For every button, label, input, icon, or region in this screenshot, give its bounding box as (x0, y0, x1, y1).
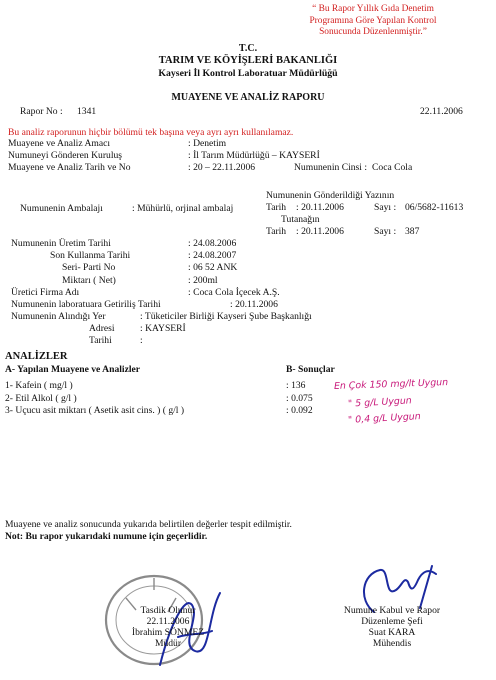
director-name: İbrahim SÖNMEZ (131, 627, 205, 639)
manufacturer-label: Üretici Firma Adı (11, 287, 80, 298)
quantity-value: : 200ml (188, 275, 218, 286)
sampling-date-label: Tarihi (89, 335, 112, 346)
program-note-line-2: Programına Göre Yapılan Kontrol (309, 15, 437, 26)
manufacturer-value: : Coca Cola İçecek A.Ş. (188, 287, 280, 298)
engineer-name: Suat KARA (368, 627, 416, 639)
engineer-title: Mühendis (372, 638, 412, 650)
approval-label: Tasdik Olunur (140, 605, 196, 616)
handwritten-note-2: " 5 g/L Uygun (347, 395, 412, 410)
sample-location-label: Numunenin Alındığı Yer (11, 311, 106, 322)
acceptance-role: Numune Kabul ve Rapor (343, 605, 441, 616)
record-date-label: Tarih (266, 226, 287, 237)
validity-note: Not: Bu rapor yukarıdaki numune için geçerlidir. (5, 531, 208, 542)
analyses-a-title: A- Yapılan Muayene ve Analizler (5, 364, 141, 375)
header-ministry: TARIM VE KÖYİŞLERİ BAKANLIĞI (158, 55, 338, 66)
director-title: Müdür (154, 638, 182, 650)
packaging-value: : Mühürlü, orjinal ambalaj (132, 203, 234, 214)
letter-number-value: 06/5682-11613 (405, 202, 464, 213)
acceptance-role-2: Düzenleme Şefi (361, 616, 423, 628)
analysis-row-2-name: 2- Etil Alkol ( g/l ) (5, 393, 77, 404)
report-no-value: 1341 (77, 106, 97, 117)
analysis-row-1-name: 1- Kafein ( mg/l ) (5, 380, 73, 391)
production-date-label: Numunenin Üretim Tarihi (11, 238, 111, 249)
sample-location-value: : Tüketiciler Birliği Kayseri Şube Başkanlığı (140, 311, 312, 322)
report-title: MUAYENE VE ANALİZ RAPORU (171, 92, 325, 103)
sender-label: Numuneyi Gönderen Kuruluş (8, 150, 123, 161)
handwritten-note-3: " 0,4 g/L Uygun (347, 411, 421, 426)
address-label: Adresi (89, 323, 115, 334)
analysis-date-label: Muayene ve Analiz Tarih ve No (8, 162, 131, 173)
analysis-row-3-value: : 0.092 (286, 405, 313, 416)
program-note-line-3: Sonucunda Düzenlenmiştir.” (319, 27, 427, 37)
report-no-label: Rapor No : (20, 106, 63, 117)
sample-type-value: Coca Cola (372, 162, 413, 173)
right-signature-block (322, 605, 462, 649)
quantity-label: Miktarı ( Net) (62, 275, 116, 286)
analyses-title: ANALİZLER (5, 351, 68, 362)
arrival-date-value: : 20.11.2006 (230, 299, 278, 310)
record-date-value: : 20.11.2006 (296, 226, 344, 237)
letter-number-label: Sayı : (374, 202, 397, 213)
purpose-label: Muayene ve Analiz Amacı (8, 138, 111, 149)
arrival-date-label: Numunenin laboratuara Getiriliş Tarihi (11, 299, 161, 310)
address-value: : KAYSERİ (140, 323, 186, 334)
usage-warning: Bu analiz raporunun hiçbir bölümü tek başına veya ayrı ayrı kullanılamaz. (8, 127, 294, 138)
handwritten-note-1: En Çok 150 mg/lt Uygun (333, 377, 449, 392)
purpose-value: : Denetim (188, 138, 227, 149)
expiry-date-value: : 24.08.2007 (188, 250, 237, 261)
left-signature-block (118, 605, 218, 649)
approval-date: 22.11.2006 (146, 616, 190, 628)
sampling-date-value: : (140, 335, 143, 346)
letter-date-value: : 20.11.2006 (296, 202, 344, 213)
header-lab: Kayseri İl Kontrol Laboratuar Müdürlüğü (158, 68, 338, 79)
record-number-value: 387 (405, 226, 420, 237)
production-date-value: : 24.08.2006 (188, 238, 237, 249)
program-note (288, 4, 458, 39)
letter-label: Numunenin Gönderildiği Yazının (266, 190, 395, 201)
report-date: 22.11.2006 (420, 106, 463, 117)
letter-date-label: Tarih (266, 202, 287, 213)
analysis-row-1-value: : 136 (286, 380, 306, 391)
analysis-row-3-name: 3- Uçucu asit miktarı ( Asetik asit cins. ) ( g/l ) (5, 405, 185, 416)
header-tc: T.C. (238, 43, 258, 54)
record-number-label: Sayı : (374, 226, 397, 237)
record-label: Tutanağın (281, 214, 320, 225)
conclusion-statement: Muayene ve analiz sonucunda yukarıda belirtilen değerler tespit edilmiştir. (5, 519, 292, 530)
analysis-row-2-value: : 0.075 (286, 393, 313, 404)
batch-label: Seri- Parti No (62, 262, 116, 273)
sender-value: : İl Tarım Müdürlüğü – KAYSERİ (188, 150, 320, 161)
program-note-line-1: “ Bu Rapor Yıllık Gıda Denetim (312, 4, 434, 14)
batch-value: : 06 52 ANK (188, 262, 238, 273)
packaging-label: Numunenin Ambalajı (20, 203, 103, 214)
analyses-b-title: B- Sonuçlar (286, 364, 335, 375)
sample-type-label: Numunenin Cinsi : (294, 162, 368, 173)
analysis-date-value: : 20 – 22.11.2006 (188, 162, 256, 173)
expiry-date-label: Son Kullanma Tarihi (50, 250, 131, 261)
